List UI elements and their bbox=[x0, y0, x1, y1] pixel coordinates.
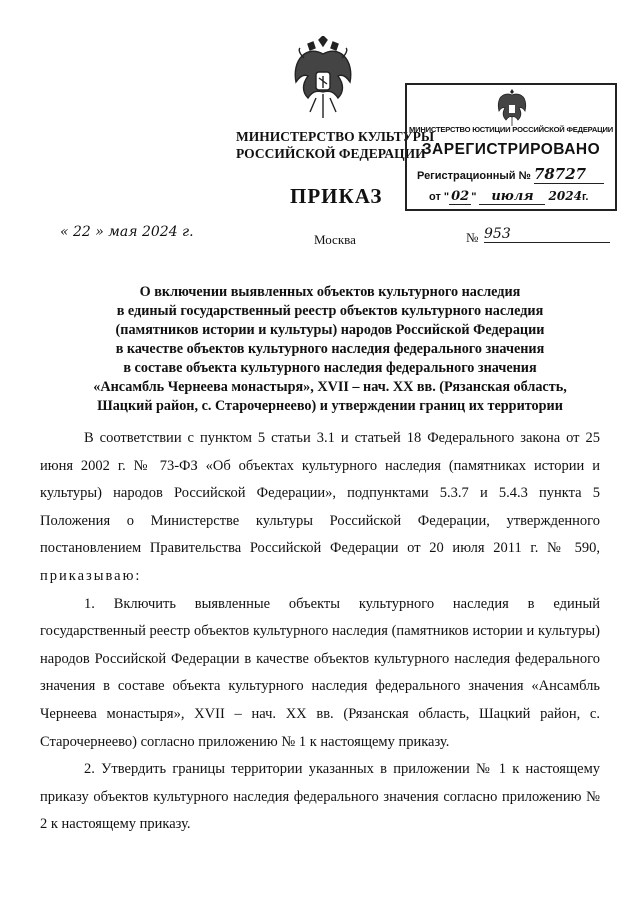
document-type: ПРИКАЗ bbox=[290, 184, 383, 208]
order-date: « 22 » мая 2024 г. bbox=[60, 224, 194, 240]
title-line: О включении выявленных объектов культурного наследия bbox=[139, 284, 521, 300]
preamble-paragraph bbox=[40, 425, 600, 591]
stamp-date-year: 2024 bbox=[548, 189, 582, 203]
title-line: (памятников истории и культуры) народов Российской Федерации bbox=[115, 322, 545, 338]
stamp-reg-label: Регистрационный № bbox=[417, 170, 531, 182]
title-line: в составе объекта культурного наследия федерального значения bbox=[123, 360, 537, 376]
title-line: Шацкий район, с. Старочернеево) и утверждении границ их территории bbox=[97, 398, 563, 414]
title-line: «Ансамбль Чернеева монастыря», XVII – нач. XX вв. (Рязанская область, bbox=[93, 379, 567, 395]
order-city: Москва bbox=[314, 232, 356, 247]
item-1-paragraph: 1. Включить выявленные объекты культурного наследия в единый государственный реестр объектов культурного наследия (памятников истории и культуры) народов Российской Федерации в качестве объектов культурного наследия федерального значения в составе объекта культурного наследия федерального значения «Ансамбль Чернеева монастыря», XVII – нач. XX вв. (Рязанская область, Шацкий район, с. Старочернеево) согласно приложению № 1 к настоящему приказу. bbox=[40, 595, 600, 750]
order-title bbox=[60, 283, 600, 416]
ministry-line-2: РОССИЙСКОЙ ФЕДЕРАЦИИ bbox=[236, 146, 426, 161]
stamp-reg-number: 78727 bbox=[534, 165, 604, 184]
item-2-paragraph: 2. Утвердить границы территории указанных в приложении № 1 к настоящему приказу объектов культурного наследия федерального значения согласно приложению № 2 к настоящему приказу. bbox=[40, 761, 600, 833]
ministry-line-1: МИНИСТЕРСТВО КУЛЬТУРЫ bbox=[236, 129, 435, 144]
stamp-date-day: 02 bbox=[451, 189, 470, 204]
stamp-registration-date: от " 02 " июля 2024г. bbox=[429, 189, 589, 204]
stamp-registration-number bbox=[417, 165, 617, 184]
order-number: 953 bbox=[484, 226, 610, 243]
coat-of-arms-icon bbox=[288, 36, 358, 122]
stamp-agency: МИНИСТЕРСТВО ЮСТИЦИИ РОССИЙСКОЙ ФЕДЕРАЦИИ bbox=[408, 125, 614, 134]
title-line: в единый государственный реестр объектов культурного наследия bbox=[116, 303, 544, 319]
preamble-text: В соответствии с пунктом 5 статьи 3.1 и статьей 18 Федерального закона от 25 июня 2002 г. № 73-ФЗ «Об объектах культурного наследия (памятниках истории и культуры) народов Российской Федерации», подпунктами 5.3.7 и 5.4.3 пункта 5 Положения о Министерстве культуры Российской Федерации, утвержденного постановлением Правительства Российской Федерации от 20 июля 2011 г. № 590, bbox=[40, 430, 600, 557]
title-line: в качестве объектов культурного наследия федерального значения bbox=[115, 341, 545, 357]
registration-stamp bbox=[405, 83, 617, 211]
stamp-date-month: июля bbox=[479, 189, 545, 205]
order-body bbox=[40, 425, 600, 839]
order-number-label: № bbox=[466, 230, 479, 245]
order-word: приказываю: bbox=[40, 567, 142, 584]
stamp-emblem-icon bbox=[495, 89, 529, 127]
stamp-registered: ЗАРЕГИСТРИРОВАНО bbox=[421, 141, 601, 158]
